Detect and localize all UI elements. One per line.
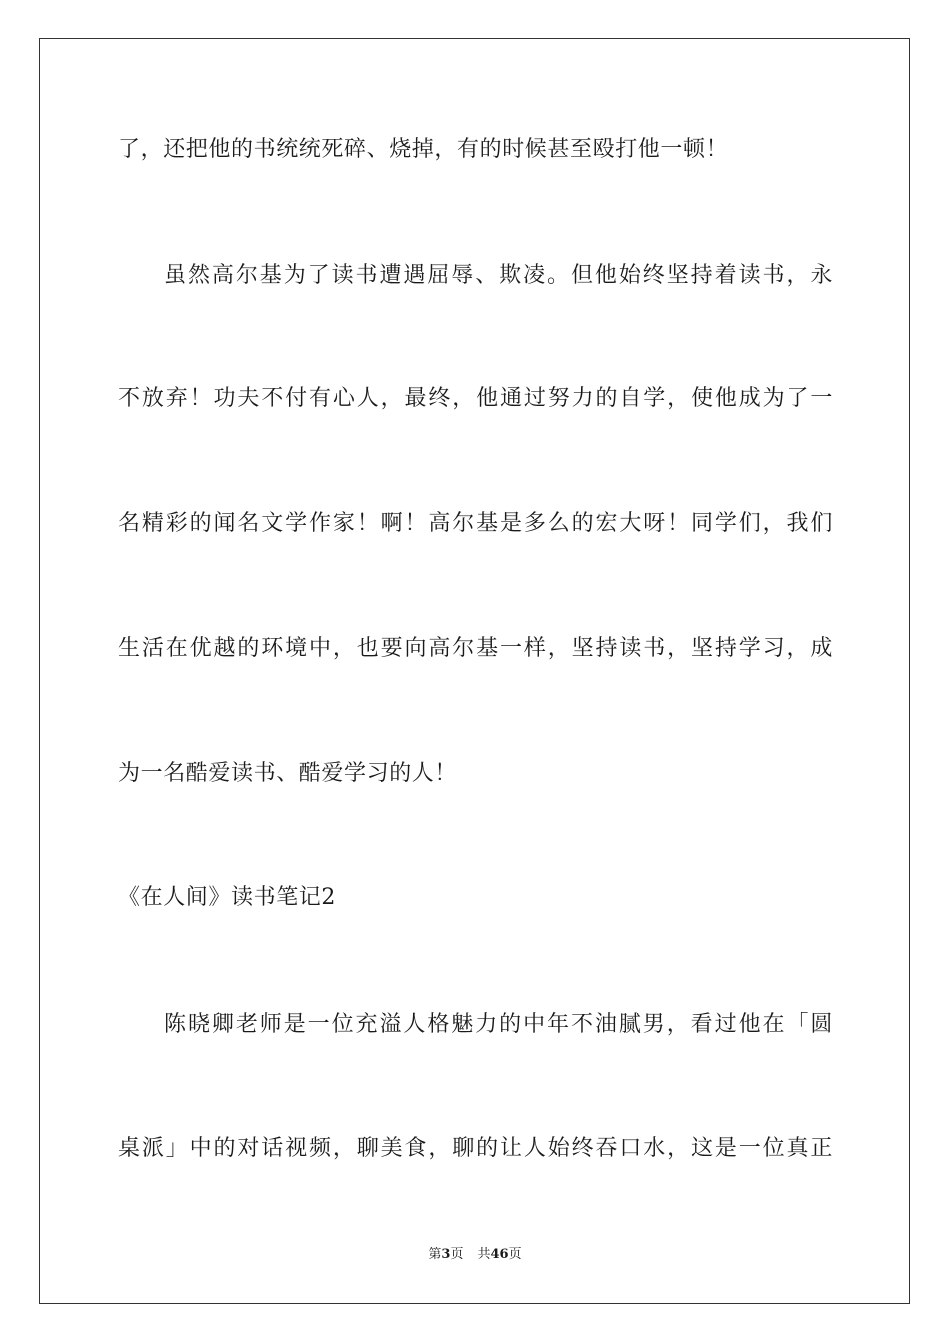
- text-line: 了，还把他的书统统死碎、烧掉，有的时候甚至殴打他一顿！: [118, 137, 729, 162]
- paragraph-first-line: 陈晓卿老师是一位充溢人格魅力的中年不油腻男，看过他在「圆: [164, 1012, 833, 1037]
- page-total: 46: [490, 1247, 509, 1262]
- text-line: 桌派」中的对话视频，聊美食，聊的让人始终吞口水，这是一位真正: [118, 1136, 833, 1161]
- section-heading: 《在人间》读书笔记2: [118, 885, 336, 910]
- page-footer: [0, 1246, 950, 1264]
- page-border: [39, 38, 910, 1304]
- text-line: 不放弃！功夫不付有心人，最终，他通过努力的自学，使他成为了一: [118, 386, 833, 411]
- total-prefix: 共: [477, 1247, 491, 1262]
- page-suffix: 页: [450, 1247, 464, 1262]
- page-number: 3: [441, 1247, 451, 1262]
- page-prefix: 第: [428, 1247, 442, 1262]
- text-line: 名精彩的闻名文学作家！啊！高尔基是多么的宏大呀！同学们，我们: [118, 511, 833, 536]
- text-line: 为一名酷爱读书、酷爱学习的人！: [118, 761, 458, 786]
- paragraph-first-line: 虽然高尔基为了读书遭遇屈辱、欺凌。但他始终坚持着读书，永: [164, 263, 833, 288]
- text-line: 生活在优越的环境中，也要向高尔基一样，坚持读书，坚持学习，成: [118, 636, 833, 661]
- total-suffix: 页: [508, 1247, 522, 1262]
